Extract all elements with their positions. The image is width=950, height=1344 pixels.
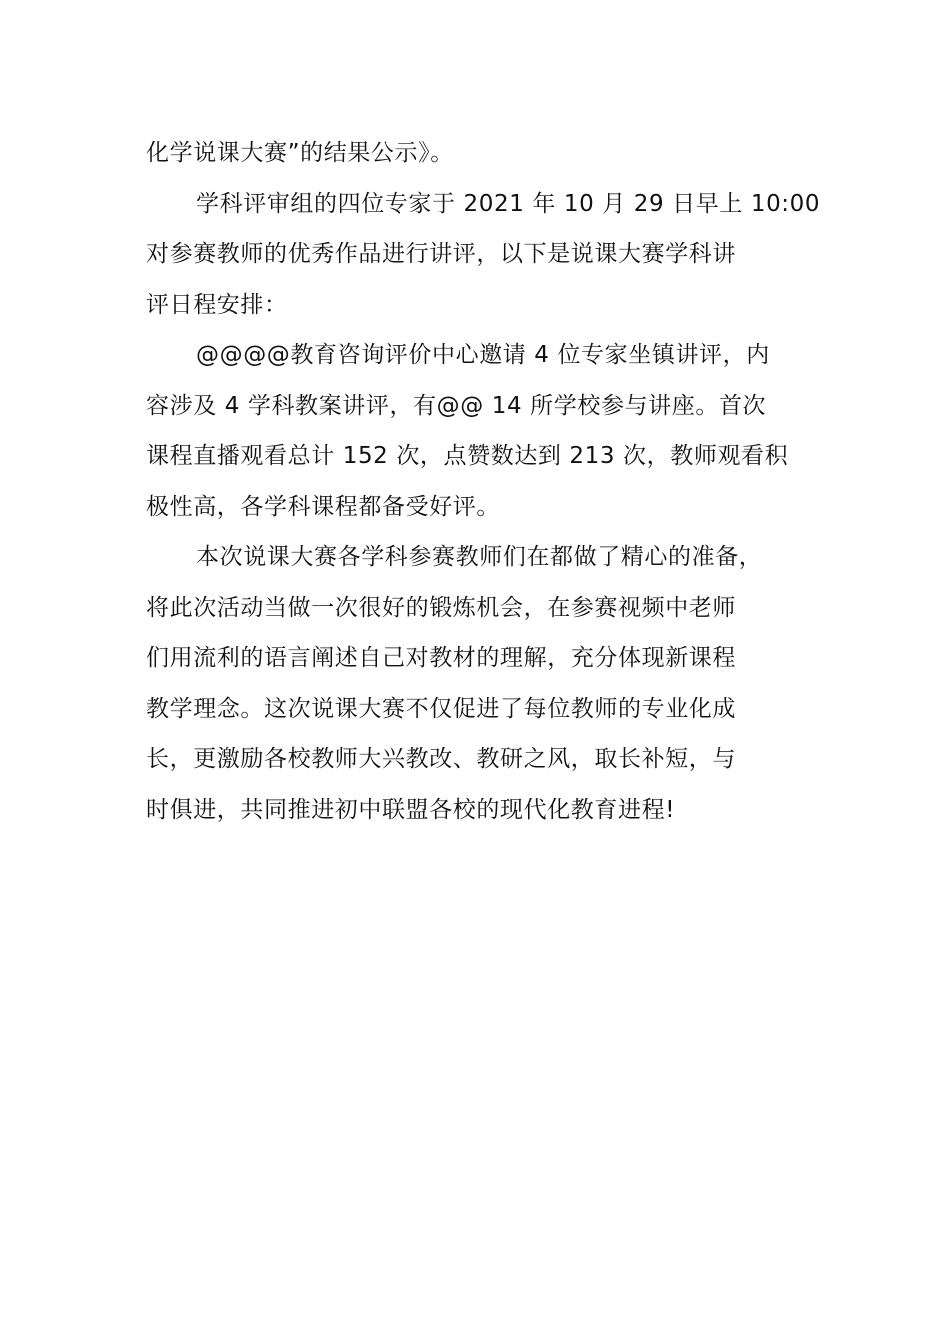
paragraph-line: 化学说课大赛”的结果公示》。 [146, 140, 454, 166]
paragraph-line: @@@@教育咨询评价中心邀请 4 位专家坐镇讲评，内 [196, 342, 770, 368]
paragraph-review-schedule [146, 179, 821, 331]
paragraph-line: 长，更激励各校教师大兴教改、教研之风，取长补短，与 [146, 746, 736, 772]
paragraph-line: 教学理念。这次说课大赛不仅促进了每位教师的专业化成 [146, 695, 736, 722]
paragraph-line: 时俱进，共同推进初中联盟各校的现代化教育进程! [146, 796, 676, 823]
paragraph-line: 将此次活动当做一次很好的锻炼机会，在参赛视频中老师 [146, 594, 736, 621]
paragraph-line: 本次说课大赛各学科参赛教师们在都做了精心的准备， [196, 544, 763, 570]
paragraph-line: 课程直播观看总计 152 次，点赞数达到 213 次，教师观看积 [146, 443, 789, 469]
paragraph-continuation [146, 128, 816, 179]
paragraph-line: 评日程安排： [146, 291, 288, 318]
paragraph-line: 容涉及 4 学科教案讲评，有@@ 14 所学校参与讲座。首次 [146, 392, 767, 419]
paragraph-line: 们用流利的语言阐述自己对教材的理解，充分体现新课程 [146, 645, 736, 671]
paragraph-summary [146, 532, 816, 835]
paragraph-line: 学科评审组的四位专家于 2021 年 10 月 29 日早上 10:00 [196, 190, 821, 217]
paragraph-expert-review [146, 330, 816, 532]
document-body [146, 128, 821, 835]
paragraph-line: 对参赛教师的优秀作品进行讲评，以下是说课大赛学科讲 [146, 241, 736, 267]
paragraph-line: 极性高，各学科课程都备受好评。 [146, 493, 500, 520]
